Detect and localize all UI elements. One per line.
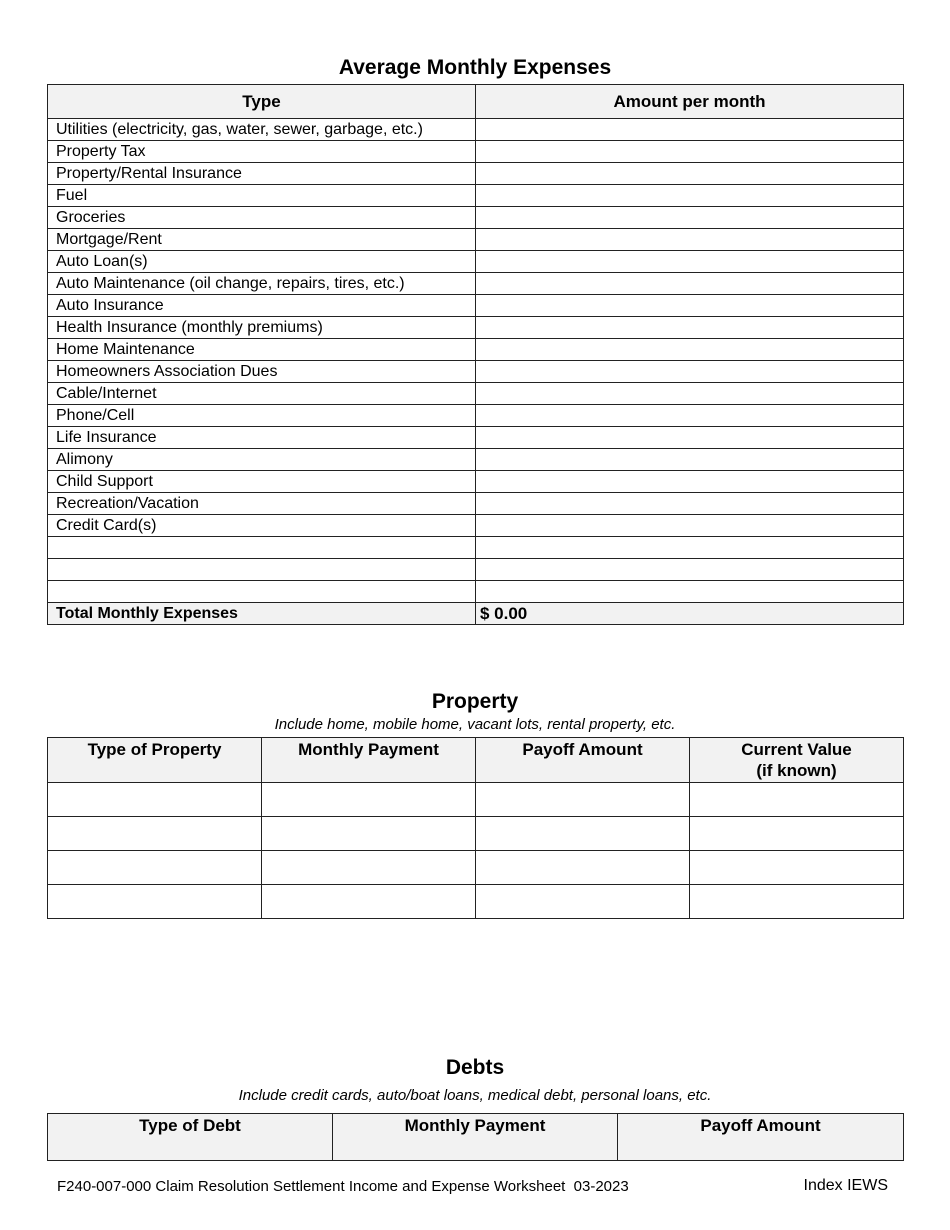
expense-amount-field[interactable]	[476, 471, 904, 493]
expense-type-cell: Homeowners Association Dues	[48, 361, 476, 383]
expenses-table	[47, 84, 904, 625]
property-row	[48, 851, 904, 885]
expense-amount-field[interactable]	[476, 383, 904, 405]
property-payoff-amount-header: Payoff Amount	[476, 738, 690, 783]
expense-amount-field[interactable]	[476, 581, 904, 603]
property-payoff-field[interactable]	[476, 783, 690, 817]
expense-row	[48, 449, 904, 471]
expense-row	[48, 163, 904, 185]
total-label: Total Monthly Expenses	[48, 603, 476, 625]
expense-type-cell: Recreation/Vacation	[48, 493, 476, 515]
form-index: Index IEWS	[803, 1177, 888, 1194]
property-value-field[interactable]	[690, 885, 904, 919]
expense-amount-field[interactable]	[476, 493, 904, 515]
expense-row	[48, 383, 904, 405]
expense-amount-field[interactable]	[476, 141, 904, 163]
expense-row	[48, 515, 904, 537]
total-value: $ 0.00	[476, 603, 904, 625]
form-id: F240-007-000 Claim Resolution Settlement Income and Expense Worksheet 03-2023	[57, 1178, 629, 1195]
type-column-header: Type	[48, 85, 476, 119]
debts-header-row	[48, 1114, 904, 1161]
expense-amount-field[interactable]	[476, 339, 904, 361]
property-type-field[interactable]	[48, 817, 262, 851]
expense-row	[48, 229, 904, 251]
property-row	[48, 885, 904, 919]
expense-amount-field[interactable]	[476, 361, 904, 383]
expense-type-cell	[48, 537, 476, 559]
property-header-row	[48, 738, 904, 783]
expense-row	[48, 251, 904, 273]
property-monthly-payment-field[interactable]	[262, 885, 476, 919]
debts-table	[47, 1113, 904, 1161]
expense-row	[48, 537, 904, 559]
property-value-field[interactable]	[690, 783, 904, 817]
expense-type-cell: Auto Maintenance (oil change, repairs, tires, etc.)	[48, 273, 476, 295]
expense-row	[48, 471, 904, 493]
expense-type-cell: Child Support	[48, 471, 476, 493]
expense-row	[48, 207, 904, 229]
expense-type-cell: Property/Rental Insurance	[48, 163, 476, 185]
expense-type-cell: Groceries	[48, 207, 476, 229]
expense-type-cell: Property Tax	[48, 141, 476, 163]
expense-row	[48, 427, 904, 449]
expense-amount-field[interactable]	[476, 537, 904, 559]
property-payoff-field[interactable]	[476, 885, 690, 919]
expense-type-cell: Home Maintenance	[48, 339, 476, 361]
expense-row	[48, 273, 904, 295]
property-monthly-payment-field[interactable]	[262, 851, 476, 885]
expense-row	[48, 295, 904, 317]
expense-row	[48, 141, 904, 163]
expense-row	[48, 185, 904, 207]
expense-type-cell	[48, 559, 476, 581]
expenses-header-row	[48, 85, 904, 119]
property-monthly-payment-field[interactable]	[262, 817, 476, 851]
debts-title: Debts	[445, 1056, 505, 1079]
property-monthly-payment-header: Monthly Payment	[262, 738, 476, 783]
current-value-note: (if known)	[756, 761, 837, 780]
expense-row	[48, 581, 904, 603]
property-table	[47, 737, 904, 919]
debt-monthly-payment-header: Monthly Payment	[333, 1114, 618, 1161]
expense-amount-field[interactable]	[476, 207, 904, 229]
expense-type-cell: Alimony	[48, 449, 476, 471]
expense-type-cell: Mortgage/Rent	[48, 229, 476, 251]
expenses-title: Average Monthly Expenses	[338, 56, 612, 79]
expense-amount-field[interactable]	[476, 449, 904, 471]
expense-amount-field[interactable]	[476, 427, 904, 449]
expense-row	[48, 119, 904, 141]
expense-amount-field[interactable]	[476, 229, 904, 251]
current-value-header	[690, 738, 904, 783]
property-row	[48, 817, 904, 851]
property-payoff-field[interactable]	[476, 817, 690, 851]
expense-amount-field[interactable]	[476, 515, 904, 537]
property-subtitle: Include home, mobile home, vacant lots, rental property, etc.	[274, 716, 676, 733]
type-of-debt-header: Type of Debt	[48, 1114, 333, 1161]
property-type-field[interactable]	[48, 885, 262, 919]
property-type-field[interactable]	[48, 851, 262, 885]
expense-row	[48, 559, 904, 581]
expense-amount-field[interactable]	[476, 559, 904, 581]
debt-payoff-amount-header: Payoff Amount	[618, 1114, 904, 1161]
expense-row	[48, 361, 904, 383]
property-payoff-field[interactable]	[476, 851, 690, 885]
expense-row	[48, 339, 904, 361]
expense-type-cell	[48, 581, 476, 603]
expense-amount-field[interactable]	[476, 163, 904, 185]
expense-amount-field[interactable]	[476, 405, 904, 427]
expense-type-cell: Health Insurance (monthly premiums)	[48, 317, 476, 339]
expense-amount-field[interactable]	[476, 317, 904, 339]
expense-type-cell: Fuel	[48, 185, 476, 207]
expense-amount-field[interactable]	[476, 295, 904, 317]
expense-amount-field[interactable]	[476, 185, 904, 207]
property-type-field[interactable]	[48, 783, 262, 817]
expense-type-cell: Cable/Internet	[48, 383, 476, 405]
expense-type-cell: Auto Loan(s)	[48, 251, 476, 273]
expense-amount-field[interactable]	[476, 251, 904, 273]
expense-type-cell: Auto Insurance	[48, 295, 476, 317]
total-row	[48, 603, 904, 625]
property-value-field[interactable]	[690, 817, 904, 851]
property-value-field[interactable]	[690, 851, 904, 885]
expense-type-cell: Credit Card(s)	[48, 515, 476, 537]
debts-subtitle: Include credit cards, auto/boat loans, medical debt, personal loans, etc.	[238, 1087, 712, 1104]
expense-row	[48, 405, 904, 427]
property-title: Property	[431, 690, 519, 713]
property-monthly-payment-field[interactable]	[262, 783, 476, 817]
expense-type-cell: Life Insurance	[48, 427, 476, 449]
current-value-label: Current Value	[741, 740, 852, 759]
expense-row	[48, 317, 904, 339]
expense-amount-field[interactable]	[476, 119, 904, 141]
expense-row	[48, 493, 904, 515]
amount-column-header: Amount per month	[476, 85, 904, 119]
property-row	[48, 783, 904, 817]
expense-amount-field[interactable]	[476, 273, 904, 295]
type-of-property-header: Type of Property	[48, 738, 262, 783]
expense-type-cell: Phone/Cell	[48, 405, 476, 427]
expense-type-cell: Utilities (electricity, gas, water, sewer, garbage, etc.)	[48, 119, 476, 141]
